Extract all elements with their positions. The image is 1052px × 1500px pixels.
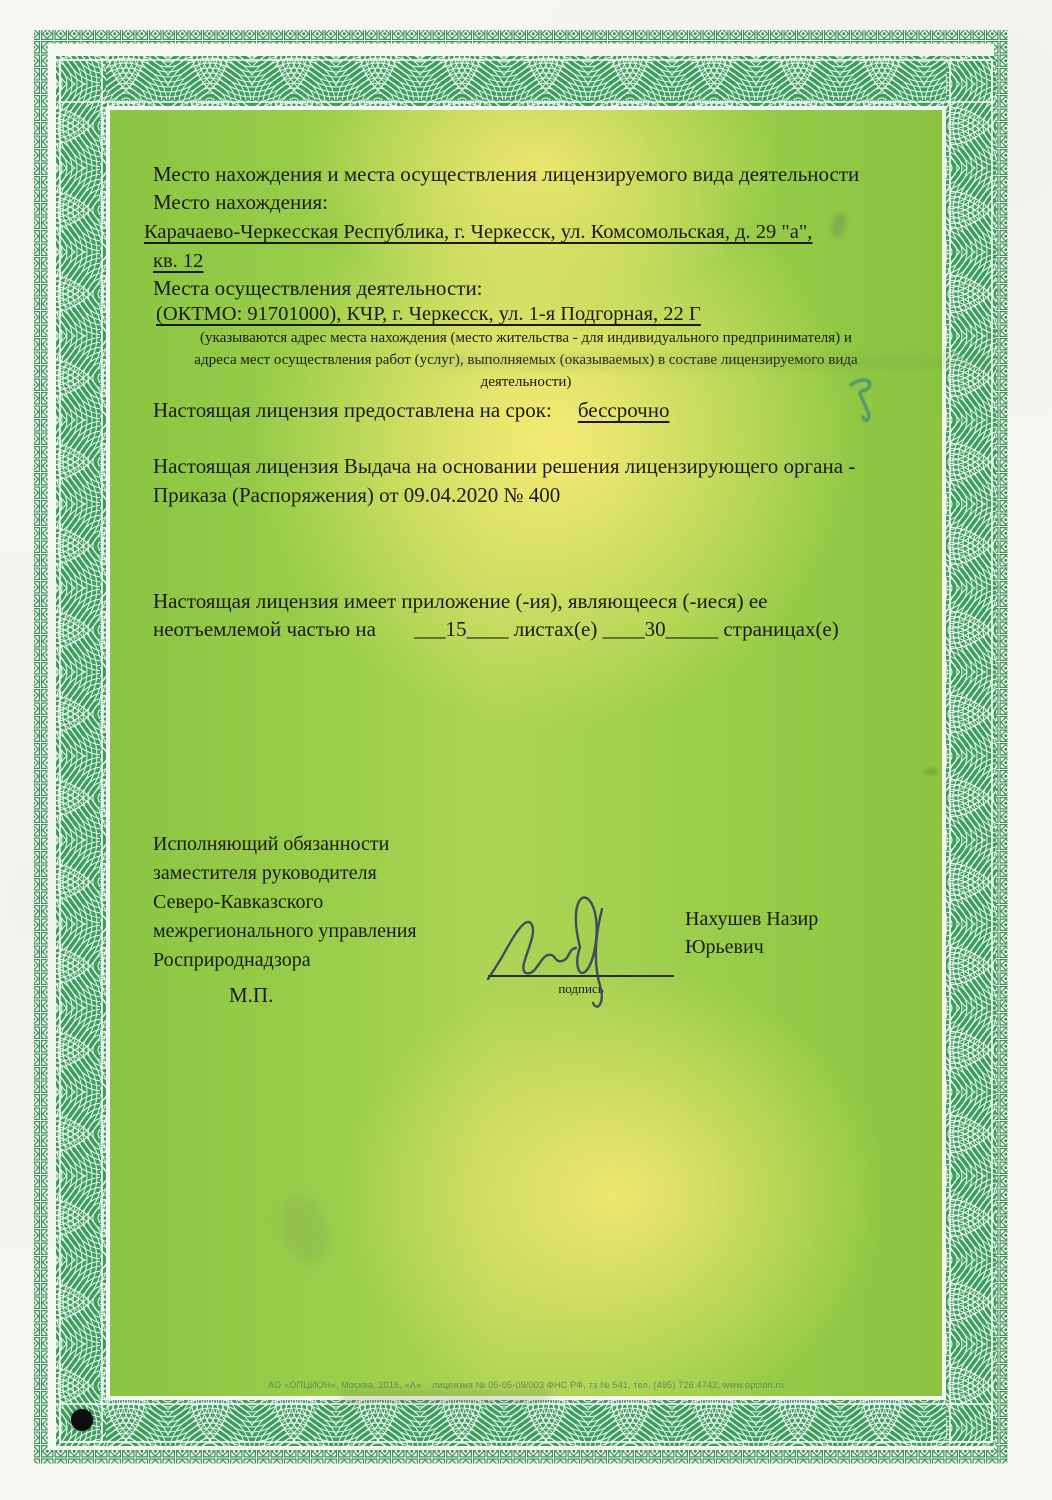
faint-stain (271, 1189, 338, 1271)
signatory-name-line1: Нахушев Назир (685, 908, 819, 930)
blue-ink-smudge (843, 373, 893, 433)
attachment-pages-blank: ____30_____ (602, 617, 719, 641)
green-mark (924, 768, 938, 775)
signatory-position-line4: межрегионального управления (153, 920, 417, 942)
attachment-line2 (153, 617, 839, 642)
signatory-position-line1: Исполняющий обязанности (153, 833, 390, 855)
attachment-sheets-blank: ___15____ (413, 617, 509, 641)
places-of-activity-label: Места осуществления деятельности: (153, 276, 483, 300)
license-term-label: Настоящая лицензия предоставлена на срок: (153, 398, 552, 422)
location-address-line1: Карачаево-Черкесская Республика, г. Черкесск, ул. Комсомольская, д. 29 "а", (144, 221, 813, 243)
certificate-body (110, 110, 942, 1396)
address-note-line1: (указываются адрес места нахождения (место жительства - для индивидуального предпринимателя) и (200, 330, 852, 346)
license-term-value: бессрочно (577, 398, 670, 422)
signatory-position-line2: заместителя руководителя (153, 862, 377, 884)
issuance-basis-line2: Приказа (Распоряжения) от 09.04.2020 № 400 (153, 483, 561, 507)
places-of-activity-value: (ОКТМО: 91701000), КЧР, г. Черкесск, ул. 1-я Подгорная, 22 Г (156, 303, 701, 325)
signature-caption: подпись (558, 981, 604, 996)
location-label: Место нахождения: (153, 190, 328, 214)
attachment-line1: Настоящая лицензия имеет приложение (-ия), являющееся (-иеся) ее (153, 589, 768, 613)
address-note-line3: деятельности) (480, 374, 572, 390)
signatory-position-line3: Северо-Кавказского (153, 891, 324, 913)
license-term-line (153, 398, 669, 423)
signatory-name-line2: Юрьевич (685, 936, 764, 958)
address-note-line2: адреса мест осуществления работ (услуг), выполняемых (оказываемых) в составе лицензируемого вида (194, 352, 858, 368)
attachment-line2-prefix: неотъемлемой частью на (153, 617, 376, 641)
punch-hole (71, 1409, 93, 1431)
attachment-pages-label: страницах(е) (718, 617, 839, 641)
section-heading: Место нахождения и места осуществления лицензируемого вида деятельности (153, 162, 860, 186)
issuance-basis-line1: Настоящая лицензия Выдача на основании решения лицензирующего органа - (153, 454, 856, 478)
signatory-position-line5: Росприроднадзора (153, 949, 311, 971)
attachment-sheets-label: листах(е) (508, 617, 603, 641)
handwritten-signature (480, 875, 655, 1020)
location-address-line2: кв. 12 (153, 250, 204, 272)
pencil-smudge (829, 211, 849, 240)
stamp-place-label: М.П. (229, 983, 274, 1007)
printer-imprint: АО «ОПЦИОН», Москва, 2016, «А» лицензия № 05-05-09/003 ФНС РФ, тз № 541, тел. (495) 726 4742, www.opcion.ru (268, 1380, 784, 1390)
